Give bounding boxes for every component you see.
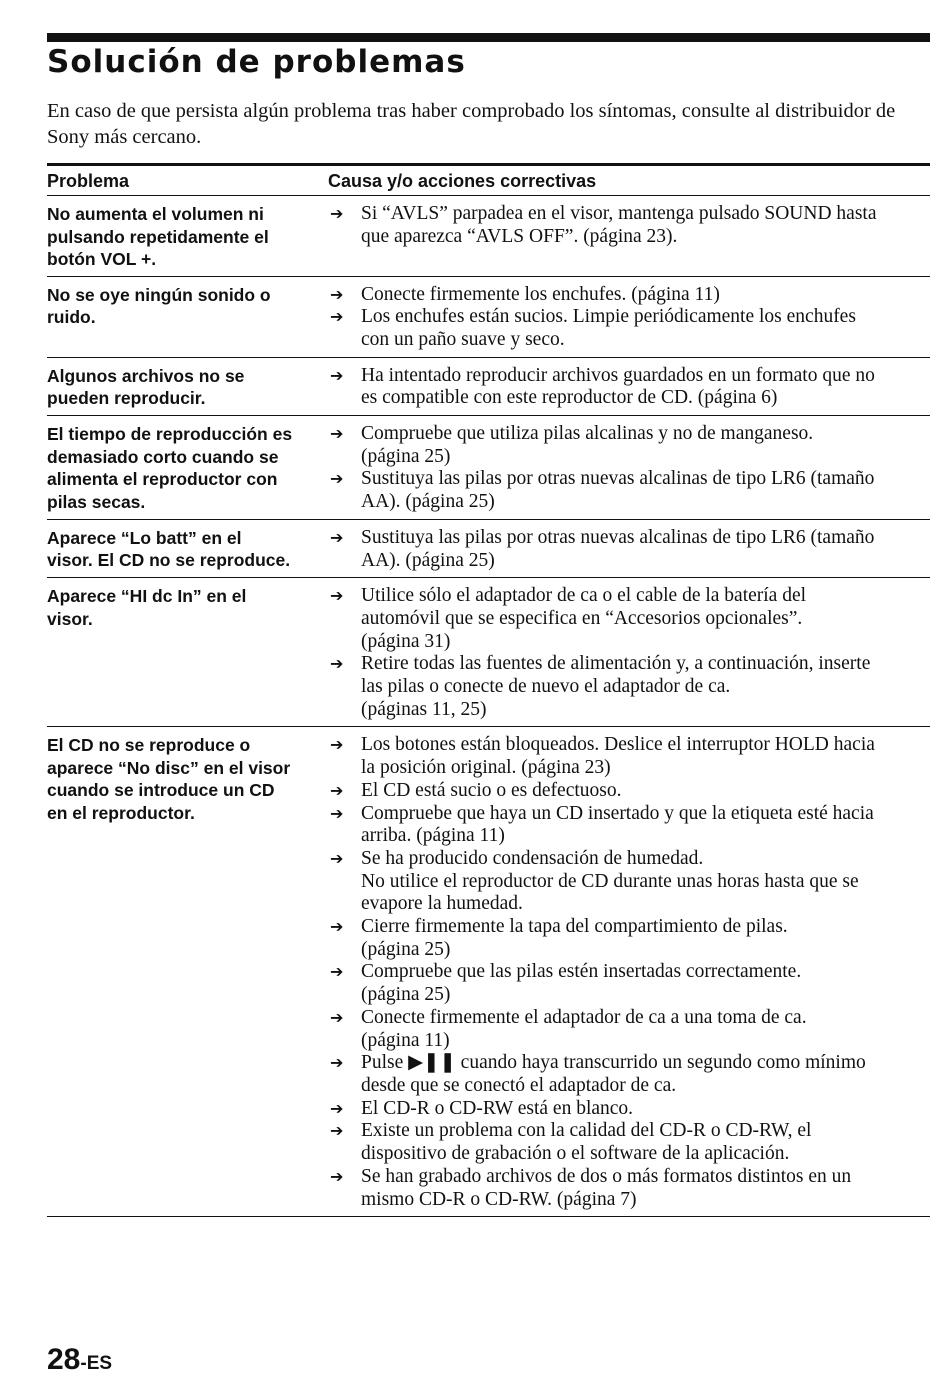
arrow-icon: ➔	[330, 1098, 344, 1118]
table-row	[47, 519, 930, 577]
arrow-icon: ➔	[330, 803, 344, 823]
action-item	[328, 961, 930, 1006]
arrow-icon: ➔	[330, 848, 344, 868]
arrow-icon: ➔	[330, 527, 344, 547]
action-item	[328, 1007, 930, 1052]
action-text: El CD-R o CD-RW está en blanco.	[361, 1097, 634, 1119]
title-rule	[47, 33, 930, 42]
action-text: Conecte firmemente el adaptador de ca a una toma de ca. (página 11)	[361, 1006, 807, 1051]
action-text: Si “AVLS” parpadea en el visor, mantenga pulsado SOUND hasta que aparezca “AVLS OFF”. (página 23).	[361, 203, 877, 247]
action-list	[328, 284, 930, 352]
action-text: Compruebe que utiliza pilas alcalinas y no de manganeso. (página 25)	[361, 423, 814, 467]
action-item	[328, 1098, 930, 1121]
action-cell	[328, 519, 930, 577]
arrow-icon: ➔	[330, 1121, 344, 1141]
action-item	[328, 916, 930, 961]
arrow-icon: ➔	[330, 365, 344, 385]
action-item	[328, 527, 930, 572]
page-number-value: 28	[47, 1343, 81, 1376]
problem-cell: No aumenta el volumen ni pulsando repetidamente el botón VOL +.	[47, 204, 269, 269]
table-row	[47, 416, 930, 520]
action-item	[328, 1052, 930, 1097]
arrow-icon: ➔	[330, 1007, 344, 1027]
arrow-icon: ➔	[330, 586, 344, 606]
action-item	[328, 585, 930, 653]
arrow-icon: ➔	[330, 469, 344, 489]
header-action: Causa y/o acciones correctivas	[328, 171, 597, 191]
action-list	[328, 527, 930, 572]
arrow-icon: ➔	[330, 424, 344, 444]
action-list	[328, 423, 930, 514]
action-cell	[328, 357, 930, 415]
action-item	[328, 848, 930, 916]
table-row	[47, 276, 930, 357]
action-item	[328, 468, 930, 513]
page-number-suffix: -ES	[80, 1353, 113, 1374]
action-cell	[328, 727, 930, 1217]
action-cell	[328, 276, 930, 357]
troubleshooting-table	[47, 163, 930, 1217]
page-number	[47, 1343, 112, 1377]
action-text: Se han grabado archivos de dos o más formatos distintos en un mismo CD-R o CD-RW. (página 7)	[361, 1165, 852, 1210]
problem-cell: El CD no se reproduce o aparece “No disc” en el visor cuando se introduce un CD en el reproductor.	[47, 735, 291, 823]
arrow-icon: ➔	[330, 917, 344, 937]
action-cell	[328, 416, 930, 520]
problem-cell: No se oye ningún sonido o ruido.	[47, 284, 271, 327]
action-item	[328, 365, 930, 410]
action-item	[328, 423, 930, 468]
arrow-icon: ➔	[330, 654, 344, 674]
arrow-icon: ➔	[330, 284, 344, 304]
action-text: Ha intentado reproducir archivos guardados en un formato que no es compatible con este reproductor de CD. (página 6)	[361, 364, 875, 409]
action-text: Pulse ▶❚❚ cuando haya transcurrido un segundo como mínimo desde que se conectó el adaptador de ca.	[361, 1052, 866, 1096]
action-text: Se ha producido condensación de humedad. No utilice el reproductor de CD durante unas horas hasta que se evapore la humedad.	[361, 847, 859, 915]
action-text: Los botones están bloqueados. Deslice el interruptor HOLD hacia la posición original. (página 23)	[361, 734, 875, 779]
arrow-icon: ➔	[330, 204, 344, 223]
action-item	[328, 803, 930, 848]
action-text: Sustituya las pilas por otras nuevas alcalinas de tipo LR6 (tamaño AA). (página 25)	[361, 468, 875, 513]
action-text: Los enchufes están sucios. Limpie periódicamente los enchufes con un paño suave y seco.	[361, 306, 856, 350]
arrow-icon: ➔	[330, 780, 344, 800]
action-item	[328, 653, 930, 721]
arrow-icon: ➔	[330, 1053, 344, 1073]
action-item	[328, 734, 930, 779]
table-row	[47, 196, 930, 277]
action-item	[328, 203, 930, 248]
action-text: Utilice sólo el adaptador de ca o el cable de la batería del automóvil que se especifica en “Accesorios opcionales”. (página 31)	[361, 585, 807, 652]
action-text: Retire todas las fuentes de alimentación y, a continuación, inserte las pilas o conecte de nuevo el adaptador de ca. (páginas 11, 25)	[361, 653, 871, 720]
action-text: Compruebe que las pilas estén insertadas correctamente. (página 25)	[361, 961, 802, 1006]
action-list	[328, 734, 930, 1211]
action-list	[328, 365, 930, 410]
action-cell	[328, 196, 930, 277]
arrow-icon: ➔	[330, 307, 344, 327]
arrow-icon: ➔	[330, 735, 344, 755]
action-text: Existe un problema con la calidad del CD-R o CD-RW, el dispositivo de grabación o el software de la aplicación.	[361, 1120, 812, 1165]
header-problem: Problema	[47, 171, 130, 191]
table-row	[47, 578, 930, 727]
action-text: Sustituya las pilas por otras nuevas alcalinas de tipo LR6 (tamaño AA). (página 25)	[361, 526, 875, 571]
table-body	[47, 196, 930, 1217]
problem-cell: Algunos archivos no se pueden reproducir.	[47, 365, 245, 409]
action-text: El CD está sucio o es defectuoso.	[361, 779, 622, 801]
problem-cell: Aparece “Lo batt” en el visor. El CD no se reproduce.	[47, 527, 291, 571]
action-item	[328, 284, 930, 307]
table-row	[47, 727, 930, 1217]
action-item	[328, 780, 930, 803]
table-row	[47, 357, 930, 415]
table-header-row	[47, 165, 930, 196]
action-text: Conecte firmemente los enchufes. (página 11)	[361, 283, 720, 305]
action-item	[328, 1120, 930, 1165]
action-list	[328, 203, 930, 248]
problem-cell: El tiempo de reproducción es demasiado corto cuando se alimenta el reproductor con pilas secas.	[47, 424, 293, 512]
arrow-icon: ➔	[330, 962, 344, 982]
arrow-icon: ➔	[330, 1166, 344, 1186]
action-item	[328, 306, 930, 351]
action-text: Cierre firmemente la tapa del compartimiento de pilas. (página 25)	[361, 916, 788, 960]
action-text: Compruebe que haya un CD insertado y que la etiqueta esté hacia arriba. (página 11)	[361, 802, 874, 847]
intro-paragraph: En caso de que persista algún problema tras haber comprobado los síntomas, consulte al distribuidor de Sony más cercano.	[47, 100, 896, 148]
action-list	[328, 585, 930, 721]
problem-cell: Aparece “HI dc In” en el visor.	[47, 586, 247, 629]
action-item	[328, 1166, 930, 1211]
page-title: Solución de problemas	[47, 44, 466, 80]
action-cell	[328, 578, 930, 727]
